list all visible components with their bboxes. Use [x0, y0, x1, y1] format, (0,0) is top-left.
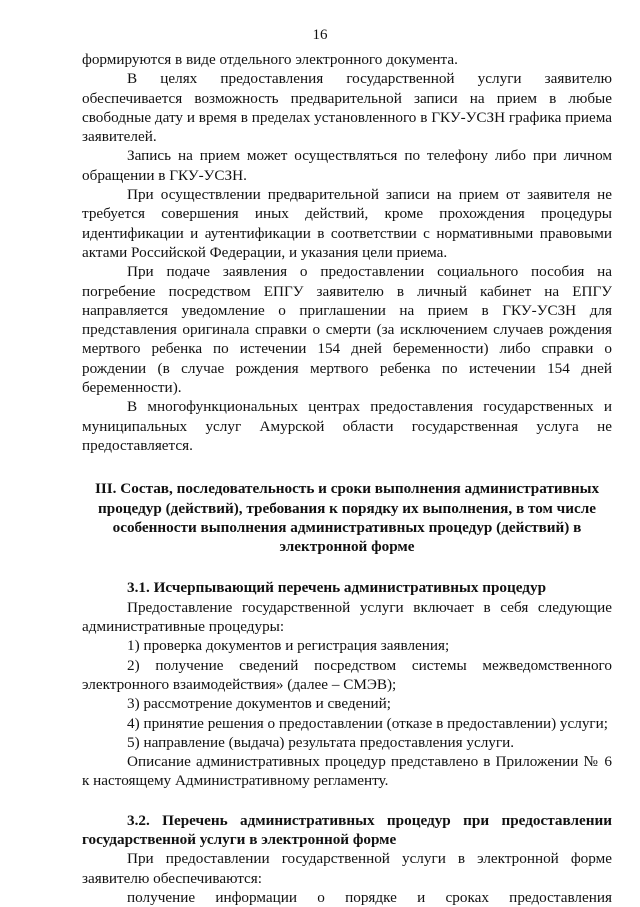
paragraph: формируются в виде отдельного электронного документа. [82, 51, 458, 68]
document-body [82, 50, 612, 907]
paragraph: При подаче заявления о предоставлении социального пособия на погребение посредством ЕПГУ заявителю в личный кабинет на ЕПГУ направляется уведомление о приглашении на прием в ГКУ-УСЗН для представления оригинала справки о смерти (за исключением случаев рождения мертвого ребенка по истечении 154 дней беременности) либо справки о рождении (в случае рождения мертвого ребенка по истечении 154 дней беременности). [82, 263, 612, 397]
paragraph: В многофункциональных центрах предоставления государственных и муниципальных услуг Амурской области государственная услуга не предоставляется. [82, 398, 612, 454]
paragraph: При осуществлении предварительной записи на прием от заявителя не требуется совершения иных действий, кроме прохождения процедуры идентификации и аутентификации в соответствии с нормативными правовыми актами Российской Федерации, и указания цели приема. [82, 186, 612, 261]
paragraph: получение информации о порядке и сроках предоставления [127, 888, 612, 906]
paragraph: В целях предоставления государственной услуги заявителю обеспечивается возможность предварительной записи на прием в любые свободные дату и время в пределах установленного в ГКУ-УСЗН графика приема заявителей. [82, 70, 612, 146]
page-number: 16 [312, 27, 328, 43]
paragraph: Предоставление государственной услуги включает в себя следующие административные процедуры: [82, 598, 612, 636]
list-item: 4) принятие решения о предоставлении (отказе в предоставлении) услуги; [127, 714, 609, 732]
list-item: 1) проверка документов и регистрация заявления; [127, 637, 450, 655]
subsection-heading: 3.2. Перечень административных процедур при предоставлении государственной услуги в электронной форме [82, 811, 612, 848]
section-heading: III. Состав, последовательность и сроки выполнения административных процедур (действий), требования к порядку их выполнения, в том числе особенности выполнения административных процедур (действий) в электронной форме [94, 480, 600, 556]
paragraph: Описание административных процедур представлено в Приложении № 6 к настоящему Административному регламенту. [82, 753, 612, 790]
subsection-heading: 3.1. Исчерпывающий перечень административных процедур [127, 579, 547, 597]
list-item: 2) получение сведений посредством системы межведомственного электронного взаимодействия» (далее – СМЭВ); [82, 656, 612, 693]
paragraph: Запись на прием может осуществляться по телефону либо при личном обращении в ГКУ-УСЗН. [82, 147, 612, 184]
list-item: 5) направление (выдача) результата предоставления услуги. [127, 733, 515, 751]
paragraph: При предоставлении государственной услуги в электронной форме заявителю обеспечиваются: [82, 850, 612, 887]
list-item: 3) рассмотрение документов и сведений; [127, 695, 391, 713]
